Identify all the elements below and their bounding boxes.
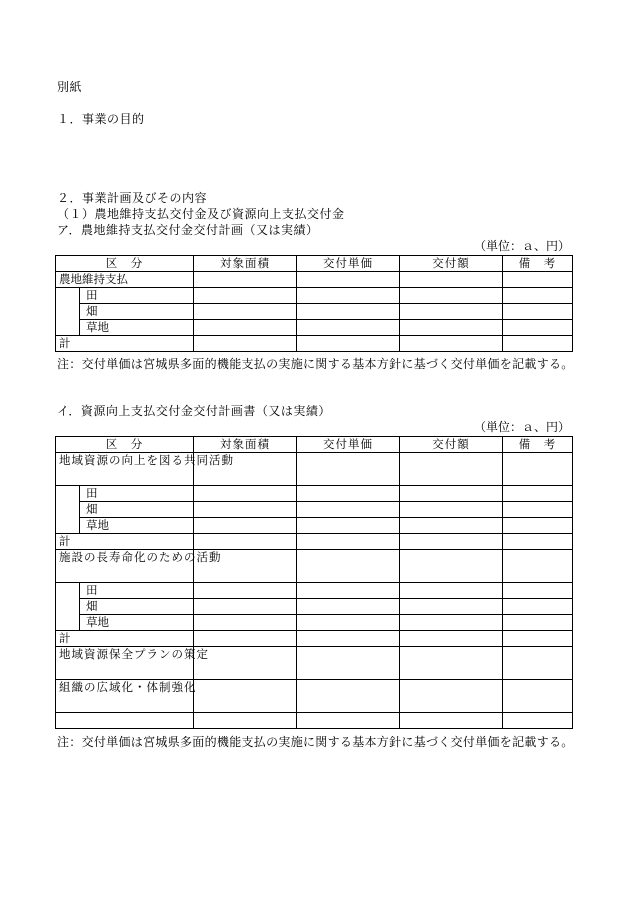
row-label: 田 — [80, 288, 194, 304]
attachment-label: 別紙 — [57, 80, 83, 94]
cell-area[interactable] — [194, 713, 297, 729]
table-row — [56, 272, 573, 288]
cell-area[interactable] — [194, 583, 297, 599]
row-label: 組織の広域化・体制強化 — [56, 680, 194, 713]
header-remarks: 備 考 — [503, 437, 573, 453]
table-b-note: 注：交付単価は宮城県多面的機能支払の実施に関する基本方針に基づく交付単価を記載する。 — [57, 735, 574, 749]
cell-area[interactable] — [194, 534, 297, 550]
cell-area[interactable] — [194, 272, 297, 288]
cell-amount[interactable] — [400, 288, 503, 304]
header-unit-price: 交付単価 — [297, 437, 400, 453]
cell-amount[interactable] — [400, 518, 503, 534]
cell-area[interactable] — [194, 502, 297, 518]
row-label: 畑 — [80, 502, 194, 518]
cell-remarks[interactable] — [503, 288, 573, 304]
header-remarks: 備 考 — [503, 256, 573, 272]
cell-area[interactable] — [194, 486, 297, 502]
indent-cell — [56, 583, 80, 631]
table-row — [56, 320, 573, 336]
table-row — [56, 304, 573, 320]
table-row — [56, 599, 573, 615]
row-label — [56, 713, 194, 729]
indent-cell — [56, 288, 80, 336]
row-label: 施設の長寿命化のための活動 — [56, 550, 194, 583]
cell-unit-price[interactable] — [297, 304, 400, 320]
table-row — [56, 550, 573, 583]
cell-remarks[interactable] — [503, 518, 573, 534]
cell-area[interactable] — [194, 320, 297, 336]
cell-unit-price[interactable] — [297, 615, 400, 631]
table-row — [56, 647, 573, 680]
cell-amount[interactable] — [400, 550, 503, 583]
section-purpose-heading: １．事業の目的 — [57, 112, 145, 126]
cell-amount[interactable] — [400, 486, 503, 502]
table-resource-improvement — [55, 436, 573, 729]
table-total-row — [56, 631, 573, 647]
cell-unit-price[interactable] — [297, 583, 400, 599]
cell-amount[interactable] — [400, 304, 503, 320]
indent-cell — [56, 486, 80, 534]
cell-remarks[interactable] — [503, 631, 573, 647]
cell-unit-price[interactable] — [297, 631, 400, 647]
table-row — [56, 502, 573, 518]
row-label: 草地 — [80, 518, 194, 534]
cell-amount[interactable] — [400, 502, 503, 518]
cell-remarks[interactable] — [503, 583, 573, 599]
cell-unit-price[interactable] — [297, 502, 400, 518]
cell-unit-price[interactable] — [297, 453, 400, 486]
header-category: 区 分 — [56, 437, 194, 453]
table-blank-row — [56, 713, 573, 729]
cell-remarks[interactable] — [503, 320, 573, 336]
table-row — [56, 680, 573, 713]
row-label: 地域資源保全プランの策定 — [56, 647, 194, 680]
table-header-row — [56, 437, 573, 453]
cell-area[interactable] — [194, 336, 297, 352]
cell-remarks[interactable] — [503, 272, 573, 288]
cell-area[interactable] — [194, 288, 297, 304]
cell-remarks[interactable] — [503, 502, 573, 518]
cell-unit-price[interactable] — [297, 486, 400, 502]
section-plan-heading: ２．事業計画及びその内容 — [57, 191, 208, 205]
row-label: 畑 — [80, 304, 194, 320]
cell-area[interactable] — [194, 304, 297, 320]
header-area: 対象面積 — [194, 256, 297, 272]
cell-unit-price[interactable] — [297, 713, 400, 729]
table-row — [56, 288, 573, 304]
row-label: 田 — [80, 486, 194, 502]
cell-remarks[interactable] — [503, 534, 573, 550]
cell-area[interactable] — [194, 599, 297, 615]
cell-amount[interactable] — [400, 453, 503, 486]
cell-amount[interactable] — [400, 713, 503, 729]
cell-remarks[interactable] — [503, 486, 573, 502]
cell-amount[interactable] — [400, 583, 503, 599]
cell-remarks[interactable] — [503, 599, 573, 615]
row-label: 草地 — [80, 320, 194, 336]
table-farmland-maintenance — [55, 255, 573, 352]
cell-amount[interactable] — [400, 534, 503, 550]
cell-amount[interactable] — [400, 680, 503, 713]
cell-remarks[interactable] — [503, 336, 573, 352]
cell-amount[interactable] — [400, 615, 503, 631]
table-b-title: イ．資源向上支払交付金交付計画書（又は実績） — [57, 404, 331, 418]
header-area: 対象面積 — [194, 437, 297, 453]
table-row — [56, 615, 573, 631]
table-row — [56, 583, 573, 599]
cell-unit-price[interactable] — [297, 320, 400, 336]
cell-area[interactable] — [194, 518, 297, 534]
cell-unit-price[interactable] — [297, 336, 400, 352]
row-label: 農地維持支払 — [56, 272, 194, 288]
table-row — [56, 453, 573, 486]
cell-unit-price[interactable] — [297, 534, 400, 550]
header-unit-price: 交付単価 — [297, 256, 400, 272]
cell-unit-price[interactable] — [297, 550, 400, 583]
table-row — [56, 486, 573, 502]
cell-area[interactable] — [194, 615, 297, 631]
table-a-unit: （単位：ａ、円） — [473, 239, 570, 253]
table-a-note: 注：交付単価は宮城県多面的機能支払の実施に関する基本方針に基づく交付単価を記載する。 — [57, 357, 574, 371]
table-header-row — [56, 256, 573, 272]
cell-remarks[interactable] — [503, 550, 573, 583]
cell-unit-price[interactable] — [297, 647, 400, 680]
cell-remarks[interactable] — [503, 615, 573, 631]
row-label: 草地 — [80, 615, 194, 631]
cell-amount[interactable] — [400, 647, 503, 680]
table-a-title: ア．農地維持支払交付金交付計画（又は実績） — [57, 223, 319, 237]
cell-remarks[interactable] — [503, 304, 573, 320]
cell-unit-price[interactable] — [297, 599, 400, 615]
subsection-heading: （１）農地維持支払交付金及び資源向上支払交付金 — [57, 207, 345, 221]
row-label: 地域資源の向上を図る共同活動 — [56, 453, 194, 486]
cell-unit-price[interactable] — [297, 288, 400, 304]
row-label: 計 — [56, 534, 194, 550]
cell-amount[interactable] — [400, 336, 503, 352]
cell-remarks[interactable] — [503, 453, 573, 486]
table-total-row — [56, 534, 573, 550]
header-category: 区 分 — [56, 256, 194, 272]
cell-unit-price[interactable] — [297, 272, 400, 288]
cell-remarks[interactable] — [503, 680, 573, 713]
table-total-row — [56, 336, 573, 352]
table-row — [56, 518, 573, 534]
row-label: 田 — [80, 583, 194, 599]
cell-amount[interactable] — [400, 320, 503, 336]
cell-amount[interactable] — [400, 599, 503, 615]
cell-remarks[interactable] — [503, 713, 573, 729]
row-label: 計 — [56, 336, 194, 352]
cell-amount[interactable] — [400, 631, 503, 647]
header-amount: 交付額 — [400, 437, 503, 453]
cell-area[interactable] — [194, 631, 297, 647]
cell-unit-price[interactable] — [297, 680, 400, 713]
cell-area[interactable] — [194, 680, 297, 713]
table-b-unit: （単位：ａ、円） — [473, 420, 570, 434]
row-label: 計 — [56, 631, 194, 647]
cell-remarks[interactable] — [503, 647, 573, 680]
cell-amount[interactable] — [400, 272, 503, 288]
cell-unit-price[interactable] — [297, 518, 400, 534]
header-amount: 交付額 — [400, 256, 503, 272]
row-label: 畑 — [80, 599, 194, 615]
